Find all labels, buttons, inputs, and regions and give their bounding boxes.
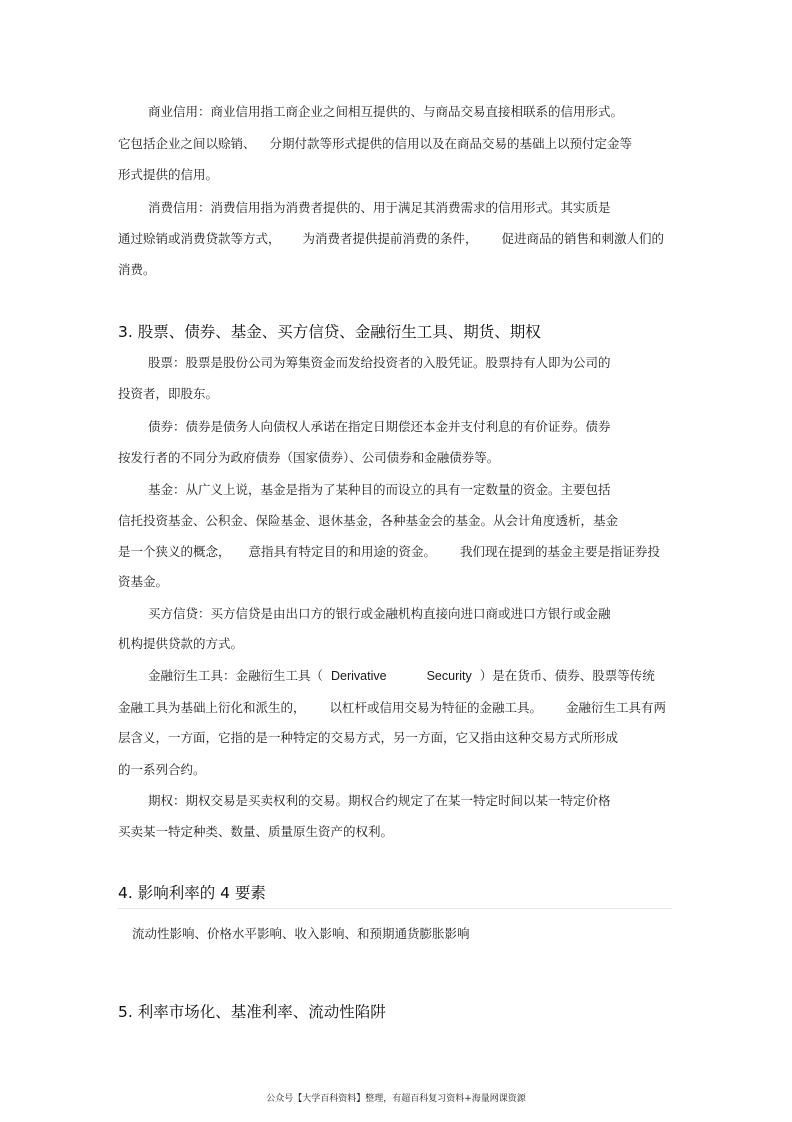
- fund-line-4: 资基金。: [118, 574, 169, 589]
- text-segment: 金融衍生工具有两: [566, 700, 667, 715]
- rate-factors-line: 流动性影响、价格水平影响、收入影响、和预期通货膨胀影响: [132, 926, 470, 941]
- commercial-credit-line-3: 形式提供的信用。: [118, 167, 219, 182]
- buyer-credit-line-1: 买方信贷：买方信贷是由出口方的银行或金融机构直接向进口商或进口方银行或金融: [148, 606, 611, 621]
- option-line-1: 期权：期权交易是买卖权利的交易。期权合约规定了在某一特定时间以某一特定价格: [148, 793, 611, 808]
- stock-line-2: 投资者，即股东。: [118, 386, 219, 401]
- option-line-2: 买卖某一特定种类、数量、质量原生资产的权利。: [118, 824, 394, 839]
- consumer-credit-line-3: 消费。: [118, 262, 156, 277]
- text-segment: Security: [426, 669, 472, 683]
- fund-line-3: [118, 544, 660, 560]
- bond-line-2: 按发行者的不同分为政府债券（国家债券）、公司债券和金融债券等。: [118, 450, 500, 465]
- derivative-line-4: 的一系列合约。: [118, 762, 206, 777]
- text-segment: 以杠杆或信用交易为特征的金融工具。: [329, 700, 543, 715]
- text-segment: 我们现在提到的基金主要是指证券投: [460, 544, 661, 559]
- fund-line-2: 信托投资基金、公积金、保险基金、退休基金，各种基金会的基金。从会计角度透析，基金: [118, 513, 619, 528]
- text-segment: 分期付款等形式提供的信用以及在商品交易的基础上以预付定金等: [269, 136, 633, 151]
- section-heading-3: 3. 股票、债券、基金、买方信贷、金融衍生工具、期货、期权: [118, 323, 541, 341]
- commercial-credit-line-2: [118, 136, 632, 152]
- text-segment: ）是在货币、债券、股票等传统: [479, 668, 655, 683]
- derivative-line-1: [148, 668, 655, 684]
- text-segment: Derivative: [331, 669, 387, 683]
- text-segment: 金融衍生工具：金融衍生工具（: [148, 668, 324, 683]
- section-heading-4: 4. 影响利率的 4 要素: [118, 884, 266, 902]
- derivative-line-2: [118, 700, 666, 716]
- text-segment: 它包括企业之间以赊销、: [118, 136, 256, 151]
- section-heading-5: 5. 利率市场化、基准利率、流动性陷阱: [118, 1003, 386, 1021]
- text-segment: 促进商品的销售和刺激人们的: [501, 231, 665, 246]
- text-segment: 意指具有特定目的和用途的资金。: [248, 544, 437, 559]
- consumer-credit-line-1: 消费信用：消费信用指为消费者提供的、用于满足其消费需求的信用形式。其实质是: [148, 200, 611, 215]
- fund-line-1: 基金：从广义上说，基金是指为了某种目的而设立的具有一定数量的资金。主要包括: [148, 482, 611, 497]
- text-segment: 金融工具为基础上衍化和派生的，: [118, 700, 306, 715]
- derivative-line-3: 层含义，一方面，它指的是一种特定的交易方式，另一方面，它又指由这种交易方式所形成: [118, 730, 619, 745]
- consumer-credit-line-2: [118, 231, 664, 247]
- text-segment: 通过赊销或消费贷款等方式，: [118, 231, 281, 246]
- commercial-credit-line-1: 商业信用：商业信用指工商企业之间相互提供的、与商品交易直接相联系的信用形式。: [148, 104, 624, 119]
- bond-line-1: 债券：债券是债务人向债权人承诺在指定日期偿还本金并支付利息的有价证券。债券: [148, 419, 611, 434]
- text-segment: 为消费者提供提前消费的条件，: [302, 231, 478, 246]
- text-segment: 是一个狭义的概念，: [118, 544, 231, 559]
- stock-line-1: 股票：股票是股份公司为筹集资金而发给投资者的入股凭证。股票持有人即为公司的: [148, 355, 611, 370]
- page-footer: 公众号【大学百科资料】整理，有超百科复习资料+海量网课资源: [266, 1094, 526, 1104]
- buyer-credit-line-2: 机构提供贷款的方式。: [118, 636, 244, 651]
- divider: [118, 908, 672, 909]
